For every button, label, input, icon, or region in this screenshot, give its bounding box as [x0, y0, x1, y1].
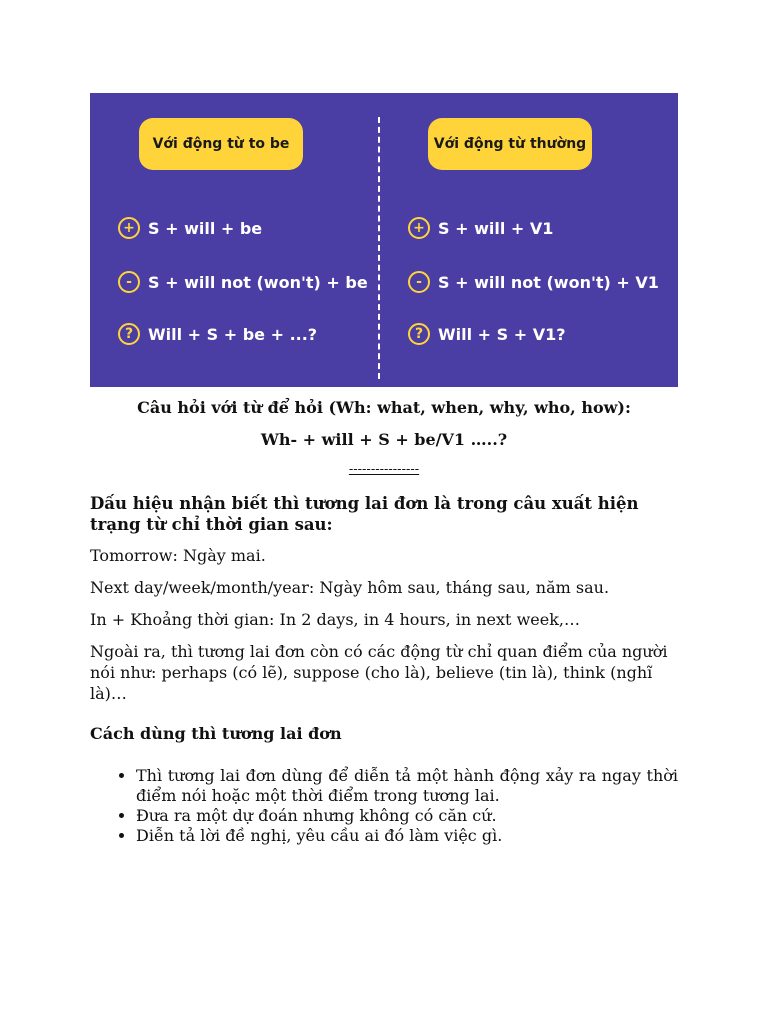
regular-negative-row	[408, 271, 659, 293]
question-icon: ?	[118, 323, 140, 345]
signs-heading: Dấu hiệu nhận biết thì tương lai đơn là trong câu xuất hiện trạng từ chỉ thời gian sau:	[90, 494, 639, 534]
regular-affirmative-formula: S + will + V1	[438, 218, 554, 238]
regular-verb-header: Với động từ thường	[428, 118, 592, 170]
paragraph-tomorrow: Tomorrow: Ngày mai.	[90, 546, 266, 565]
usage-heading: Cách dùng thì tương lai đơn	[90, 724, 342, 743]
question-line: Câu hỏi với từ để hỏi (Wh: what, when, why, who, how):	[137, 398, 631, 417]
plus-icon: +	[408, 217, 430, 239]
separator: ----------------	[348, 462, 420, 477]
to-be-header: Với động từ to be	[139, 118, 303, 170]
to-be-question-formula: Will + S + be + ...?	[148, 324, 318, 344]
formula-banner	[90, 93, 678, 387]
list-item: • Diễn tả lời đề nghị, yêu cầu ai đó làm việc gì.	[136, 826, 678, 846]
plus-icon: +	[118, 217, 140, 239]
paragraph-opinion-verbs: Ngoài ra, thì tương lai đơn còn có các động từ chỉ quan điểm của người nói như: perhaps (có lẽ), suppose (cho là), believe (tin là), think (nghĩ là)…	[90, 642, 668, 703]
to-be-negative-row	[118, 271, 368, 293]
to-be-question-row	[118, 323, 317, 345]
usage-list	[90, 766, 678, 846]
minus-icon: -	[118, 271, 140, 293]
paragraph-in-time: In + Khoảng thời gian: In 2 days, in 4 hours, in next week,…	[90, 610, 580, 629]
regular-affirmative-row	[408, 217, 553, 239]
paragraph-next-day: Next day/week/month/year: Ngày hôm sau, tháng sau, năm sau.	[90, 578, 610, 597]
formula-line: Wh- + will + S + be/V1 …..?	[260, 430, 508, 449]
list-item: • Đưa ra một dự đoán nhưng không có căn cứ.	[136, 806, 678, 826]
list-item: • Thì tương lai đơn dùng để diễn tả một hành động xảy ra ngay thời điểm nói hoặc một thời điểm trong tương lai.	[136, 766, 678, 806]
to-be-affirmative-row	[118, 217, 262, 239]
question-icon: ?	[408, 323, 430, 345]
regular-negative-formula: S + will not (won't) + V1	[438, 272, 659, 292]
regular-question-formula: Will + S + V1?	[438, 324, 566, 344]
regular-question-row	[408, 323, 566, 345]
minus-icon: -	[408, 271, 430, 293]
dashed-divider	[378, 117, 380, 379]
to-be-affirmative-formula: S + will + be	[148, 218, 263, 238]
to-be-negative-formula: S + will not (won't) + be	[148, 272, 368, 292]
